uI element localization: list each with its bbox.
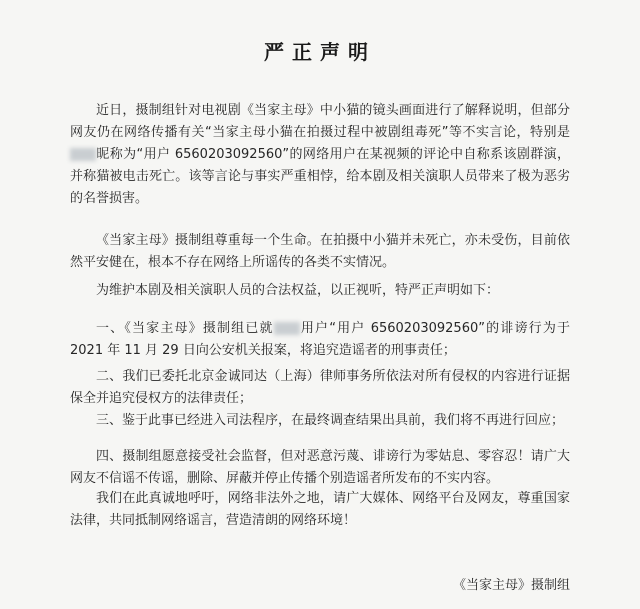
paragraph-item-3	[70, 410, 570, 432]
paragraph-item-4	[70, 446, 570, 490]
p7-text: 四、摄制组愿意接受社会监督，但对恶意污蔑、诽谤行为零姑息、零容忍！请广大网友不信谣不传谣，删除、屏蔽并停止传播个别造谣者所发布的不实内容。	[70, 449, 570, 486]
p3-text: 为维护本剧及相关演职人员的合法权益，以正视听，特严正声明如下：	[96, 283, 500, 298]
p8-text: 我们在此真诚地呼吁，网络非法外之地，请广大媒体、网络平台及网友，尊重国家法律，共同抵制网络谣言，营造清朗的网络环境！	[70, 491, 570, 528]
paragraph-declaration-intro	[70, 280, 570, 302]
paragraph-item-2	[70, 366, 570, 410]
paragraph-background	[70, 100, 570, 210]
signature: 《当家主母》摄制组	[452, 578, 570, 593]
p1-text-b: 昵称为“用户 6560203092560”的网络用户在某视频的评论中自称系该剧群演，并称猫被电击死亡。该等言论与事实严重相悖，给本剧及相关演职人员带来了极为恶劣的名誉损害。	[70, 147, 570, 206]
p4-text-b: 用户“用户 6560203092560”的诽谤行为于 2021 年 11 月 29 日向公安机关报案，将追究造谣者的刑事责任；	[70, 321, 570, 358]
p5-text: 二、我们已委托北京金诚同达（上海）律师事务所依法对所有侵权的内容进行证据保全并追究侵权方的法律责任；	[70, 369, 570, 406]
p2-text: 《当家主母》摄制组尊重每一个生命。在拍摄中小猫并未死亡，亦未受伤，目前依然平安健在，根本不存在网络上所谣传的各类不实情况。	[70, 233, 570, 270]
paragraph-appeal	[70, 488, 570, 532]
statement-title: 严正声明	[264, 40, 376, 64]
p6-text: 三、鉴于此事已经进入司法程序，在最终调查结果出具前，我们将不再进行回应；	[96, 413, 565, 428]
p1-text-a: 近日，摄制组针对电视剧《当家主母》中小猫的镜头画面进行了解释说明，但部分网友仍在网络传播有关“当家主母小猫在拍摄过程中被剧组毒死”等不实言论，特别是	[70, 103, 570, 140]
redacted-name	[70, 148, 96, 161]
paragraph-item-1	[70, 318, 570, 362]
redacted-name	[274, 322, 300, 335]
paragraph-cat-safe	[70, 230, 570, 274]
p4-text-a: 一、《当家主母》摄制组已就	[96, 321, 274, 336]
